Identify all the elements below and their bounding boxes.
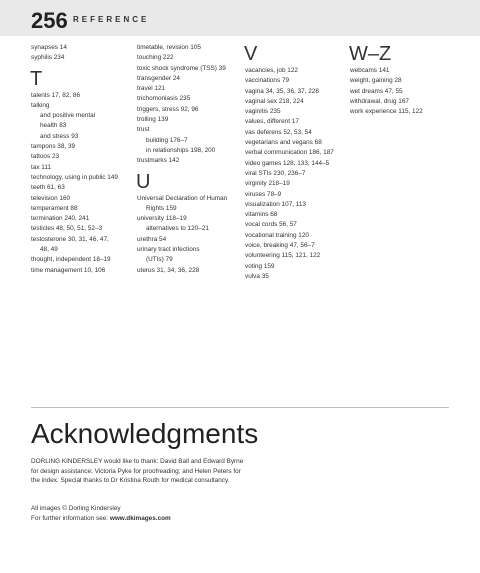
index-entry: work experience 115, 122 (350, 108, 423, 116)
index-entry: viral STIs 230, 236–7 (245, 169, 306, 177)
index-subentry: and stress 93 (40, 132, 79, 140)
index-column-3 (245, 43, 357, 282)
page-number: 256 (31, 8, 68, 33)
index-entry: talents 17, 82, 86 (31, 91, 81, 99)
index-entry: university 118–19 (137, 215, 187, 223)
index-entry: vitamins 68 (245, 211, 278, 219)
index-entry: urethra 54 (137, 235, 167, 243)
index-subentry: building 176–7 (146, 136, 188, 144)
index-entry: vas deferens 52, 53, 54 (245, 128, 312, 136)
images-credit: All images © Dorling Kindersley (31, 505, 121, 512)
index-entry: tattoos 23 (31, 153, 60, 161)
index-entry: voice, breaking 47, 56–7 (245, 242, 315, 250)
index-entry: technology, using in public 149 (31, 173, 118, 181)
index-entry: vaccinations 79 (245, 77, 290, 85)
index-entry: television 160 (31, 194, 71, 202)
index-entry: uterus 31, 34, 36, 228 (137, 266, 200, 274)
index-subentry: and positive mental (40, 112, 96, 120)
index-entry: vaginal sex 218, 224 (245, 97, 304, 105)
section-label: REFERENCE (73, 15, 150, 24)
index-entry: toxic shock syndrome (TSS) 39 (137, 64, 226, 72)
index-entry: tampons 38, 39 (31, 143, 76, 151)
index-subentry: in relationships 198, 200 (146, 146, 216, 154)
info-prefix: For further information see: (31, 514, 110, 522)
index-entry: trust (137, 126, 150, 134)
index-entry: testosterone 30, 31, 46, 47, (31, 235, 109, 243)
index-column-4 (350, 43, 462, 117)
index-letter-heading: W–Z (349, 43, 392, 65)
index-entry: verbal communication 186, 187 (245, 149, 334, 157)
index-entry: thought, independent 18–19 (31, 256, 111, 264)
index-entry: wet dreams 47, 55 (350, 87, 403, 95)
index-entry: vaginitis 235 (245, 108, 281, 116)
section-divider (31, 407, 449, 408)
index-letter-heading: V (244, 43, 258, 65)
index-subentry: health 83 (40, 122, 67, 130)
index-column-2 (137, 43, 249, 276)
index-entry: values, different 17 (245, 118, 299, 126)
acknowledgments-title: Acknowledgments (31, 418, 259, 449)
index-entry: touching 222 (137, 54, 174, 62)
index-entry: vocal cords 56, 57 (245, 221, 297, 229)
index-entry: visualization 107, 113 (245, 200, 306, 208)
index-entry: trustmarks 142 (137, 157, 180, 165)
index-entry: video games 128, 133, 144–5 (245, 159, 330, 167)
acknowledgments-credits (31, 504, 291, 523)
index-entry: trichomoniasis 235 (137, 95, 191, 103)
index-entry: withdrawal, drug 167 (350, 97, 409, 105)
index-subentry: 48, 49 (40, 246, 58, 254)
acknowledgments-body: DORLING KINDERSLEY would like to thank: David Ball and Edward Byrne for design assistance; Victoria Pyke for proofreading; and Helen Peters for the index. Special thanks to Dr Kristina Routh for medical consultancy. (31, 458, 244, 485)
index-entry: weight, gaining 28 (350, 77, 402, 85)
index-entry: viruses 78–9 (245, 190, 282, 198)
index-entry: urinary tract infections (137, 246, 200, 254)
index-letter-heading: T (30, 67, 43, 90)
index-entry: testicles 48, 50, 51, 52–3 (31, 225, 103, 233)
index-entry: vulva 35 (245, 272, 269, 280)
index-entry: virginity 218–19 (245, 180, 290, 188)
index-entry: vegetarians and vegans 68 (245, 139, 322, 147)
index-entry: travel 121 (137, 85, 166, 93)
index-entry: vagina 34, 35, 36, 37, 228 (245, 87, 319, 95)
index-entry: vocational training 120 (245, 231, 309, 239)
index-entry: timetable, revision 105 (137, 44, 201, 51)
index-entry: syphilis 234 (31, 54, 65, 62)
index-entry: talking (31, 101, 50, 109)
index-letter-heading: U (136, 170, 151, 193)
dk-images-link[interactable]: www.dkimages.com (109, 514, 171, 522)
index-entry: transgender 24 (137, 74, 180, 82)
index-entry: termination 240, 241 (31, 215, 90, 223)
page-header (0, 0, 480, 36)
index-subentry: (UTIs) 79 (146, 256, 173, 264)
index-subentry: alternatives to 120–21 (146, 225, 209, 233)
index-entry: synapses 14 (31, 44, 67, 51)
index-entry: teeth 61, 63 (31, 184, 65, 192)
index-entry: volunteering 115, 121, 122 (245, 252, 321, 260)
index-entry: webcams 141 (350, 67, 390, 74)
index-entry: triggers, stress 92, 96 (137, 105, 199, 113)
index-entry: trolling 139 (137, 116, 169, 124)
index-entry: time management 10, 106 (31, 266, 106, 274)
info-line (31, 514, 291, 524)
index-entry: temperament 88 (31, 204, 78, 212)
index-entry: tax 111 (31, 163, 52, 171)
index-column-1 (31, 43, 143, 276)
index-subentry: Rights 159 (146, 204, 177, 212)
index-entry: Universal Declaration of Human (137, 194, 228, 202)
index-entry: voting 159 (245, 262, 275, 270)
index-entry: vacancies, job 122 (245, 67, 298, 74)
